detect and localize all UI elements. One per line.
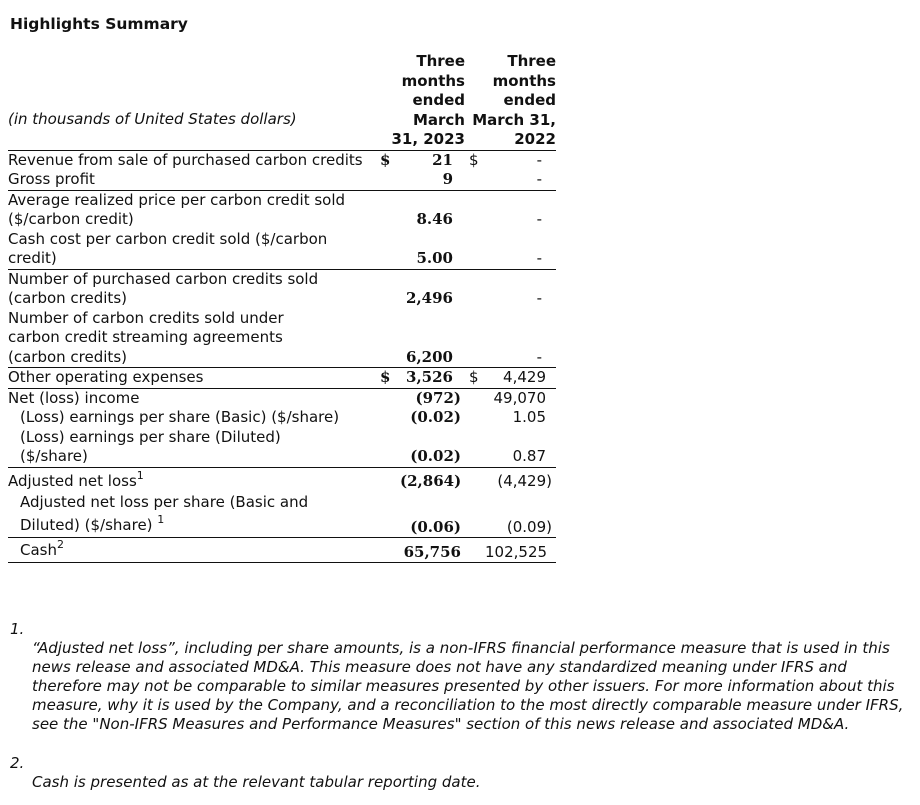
footnote-2 bbox=[10, 754, 910, 792]
value-2023: (0.02) bbox=[410, 408, 461, 426]
column-header-2023: Three months ended March 31, 2023 bbox=[380, 52, 465, 150]
currency-symbol bbox=[380, 467, 400, 491]
table-row bbox=[8, 428, 556, 468]
value-2023: 21 bbox=[432, 150, 453, 169]
value-2023: 8.46 bbox=[416, 210, 453, 228]
currency-symbol bbox=[380, 170, 400, 190]
footnote-text: Cash is presented as at the relevant tabular reporting date. bbox=[32, 773, 481, 791]
row-label: Cash$^2$ bbox=[8, 538, 380, 563]
footnote-number: 2. bbox=[10, 754, 25, 772]
currency-symbol bbox=[380, 230, 400, 270]
value-2023: (0.06) bbox=[400, 491, 465, 538]
currency-symbol bbox=[465, 230, 485, 270]
currency-symbol bbox=[465, 190, 485, 230]
currency-symbol bbox=[465, 491, 485, 538]
value-2022: 1.05 bbox=[512, 408, 546, 426]
row-label: Adjusted net loss$^1$ bbox=[8, 468, 144, 490]
row-label: (Loss) earnings per share (Basic) ($/share) bbox=[20, 408, 340, 426]
value-2022: 0.87 bbox=[485, 428, 556, 468]
value-2023: 65,756 bbox=[400, 538, 465, 563]
currency-symbol bbox=[465, 170, 485, 190]
table-row bbox=[8, 309, 556, 368]
row-label: Gross profit bbox=[8, 170, 380, 190]
currency-symbol bbox=[380, 190, 400, 230]
value-2022: - bbox=[536, 150, 542, 169]
row-label: Adjusted net loss per share (Basic and Diluted) ($/share) $^1$ bbox=[8, 491, 380, 538]
value-2022: 49,070 bbox=[493, 388, 546, 407]
value-2022: (4,429) bbox=[497, 471, 552, 490]
table-row bbox=[8, 467, 556, 491]
currency-symbol: $ bbox=[380, 368, 400, 389]
currency-symbol: $ bbox=[465, 368, 485, 389]
currency-symbol bbox=[465, 428, 485, 468]
table-row bbox=[8, 150, 556, 170]
table-row bbox=[8, 538, 556, 563]
row-label: Other operating expenses bbox=[8, 368, 380, 389]
value-2023: 6,200 bbox=[400, 309, 465, 368]
value-2023: 3,526 bbox=[400, 368, 465, 389]
currency-symbol bbox=[465, 269, 485, 309]
footnote-ref: 1 bbox=[157, 513, 165, 526]
value-2022: - bbox=[485, 170, 556, 190]
currency-symbol bbox=[465, 309, 485, 368]
row-label: Revenue from sale of purchased carbon credits bbox=[8, 150, 363, 169]
row-label: Average realized price per carbon credit sold ($/carbon credit) bbox=[8, 190, 346, 228]
value-2023: (2,864) bbox=[400, 471, 462, 490]
units-label: (in thousands of United States dollars) bbox=[8, 52, 380, 150]
value-2023: 2,496 bbox=[406, 289, 453, 307]
currency-symbol bbox=[465, 467, 485, 491]
value-2023: 9 bbox=[400, 170, 465, 190]
value-2022: 4,429 bbox=[485, 368, 556, 389]
footnote-number: 1. bbox=[10, 620, 25, 638]
table-row bbox=[8, 170, 556, 190]
currency-symbol bbox=[380, 491, 400, 538]
footnote-ref: 1 bbox=[136, 468, 144, 482]
row-label: Number of purchased carbon credits sold (carbon credits) bbox=[8, 269, 319, 307]
currency-symbol bbox=[465, 538, 485, 563]
value-2022: 102,525 bbox=[485, 538, 556, 563]
value-2023: (972) bbox=[415, 388, 461, 407]
value-2022: (0.09) bbox=[485, 491, 556, 538]
currency-symbol bbox=[465, 388, 485, 408]
value-2023: 5.00 bbox=[400, 230, 465, 270]
value-2022: - bbox=[485, 309, 556, 368]
footnote-text: “Adjusted net loss”, including per share amounts, is a non-IFRS financial performance measure that is used in this news release and associated MD&A. This measure does not have any standardized meaning under IFRS and therefore may not be comparable to similar measures presented by other issuers. For more information about this measure, why it is used by the Company, and a reconciliation to the most directly comparable measure under IFRS, see the "Non-IFRS Measures and Performance Measures" section of this news release and associated MD&A. bbox=[32, 639, 904, 733]
footnotes bbox=[10, 620, 910, 792]
section-title: Highlights Summary bbox=[10, 15, 188, 33]
table-header-row bbox=[8, 52, 556, 150]
currency-symbol bbox=[380, 428, 400, 468]
row-label: Number of carbon credits sold under carbon credit streaming agreements (carbon credits) bbox=[8, 309, 380, 368]
currency-symbol bbox=[380, 538, 400, 563]
currency-symbol bbox=[380, 269, 400, 309]
currency-symbol: $ bbox=[469, 150, 479, 169]
table-row bbox=[8, 190, 556, 230]
currency-symbol bbox=[465, 408, 485, 428]
value-2022: - bbox=[536, 210, 542, 228]
value-2023: (0.02) bbox=[400, 428, 465, 468]
currency-symbol bbox=[380, 309, 400, 368]
table-row bbox=[8, 491, 556, 538]
table-row bbox=[8, 388, 556, 408]
footnote-ref: 2 bbox=[57, 538, 64, 551]
value-2022: - bbox=[485, 230, 556, 270]
currency-symbol bbox=[380, 408, 400, 428]
currency-symbol bbox=[380, 388, 400, 408]
row-label: (Loss) earnings per share (Diluted) ($/share) bbox=[8, 428, 380, 468]
highlights-table bbox=[8, 52, 556, 563]
footnote-1 bbox=[10, 620, 910, 734]
value-2022: - bbox=[536, 289, 542, 307]
row-label: Cash cost per carbon credit sold ($/carbon credit) bbox=[8, 230, 380, 270]
table-row bbox=[8, 269, 556, 309]
row-label: Net (loss) income bbox=[8, 388, 140, 407]
table-row bbox=[8, 368, 556, 389]
table-row bbox=[8, 230, 556, 270]
table-row bbox=[8, 408, 556, 428]
column-header-2022: Three months ended March 31, 2022 bbox=[465, 52, 556, 150]
currency-symbol: $ bbox=[380, 150, 391, 169]
